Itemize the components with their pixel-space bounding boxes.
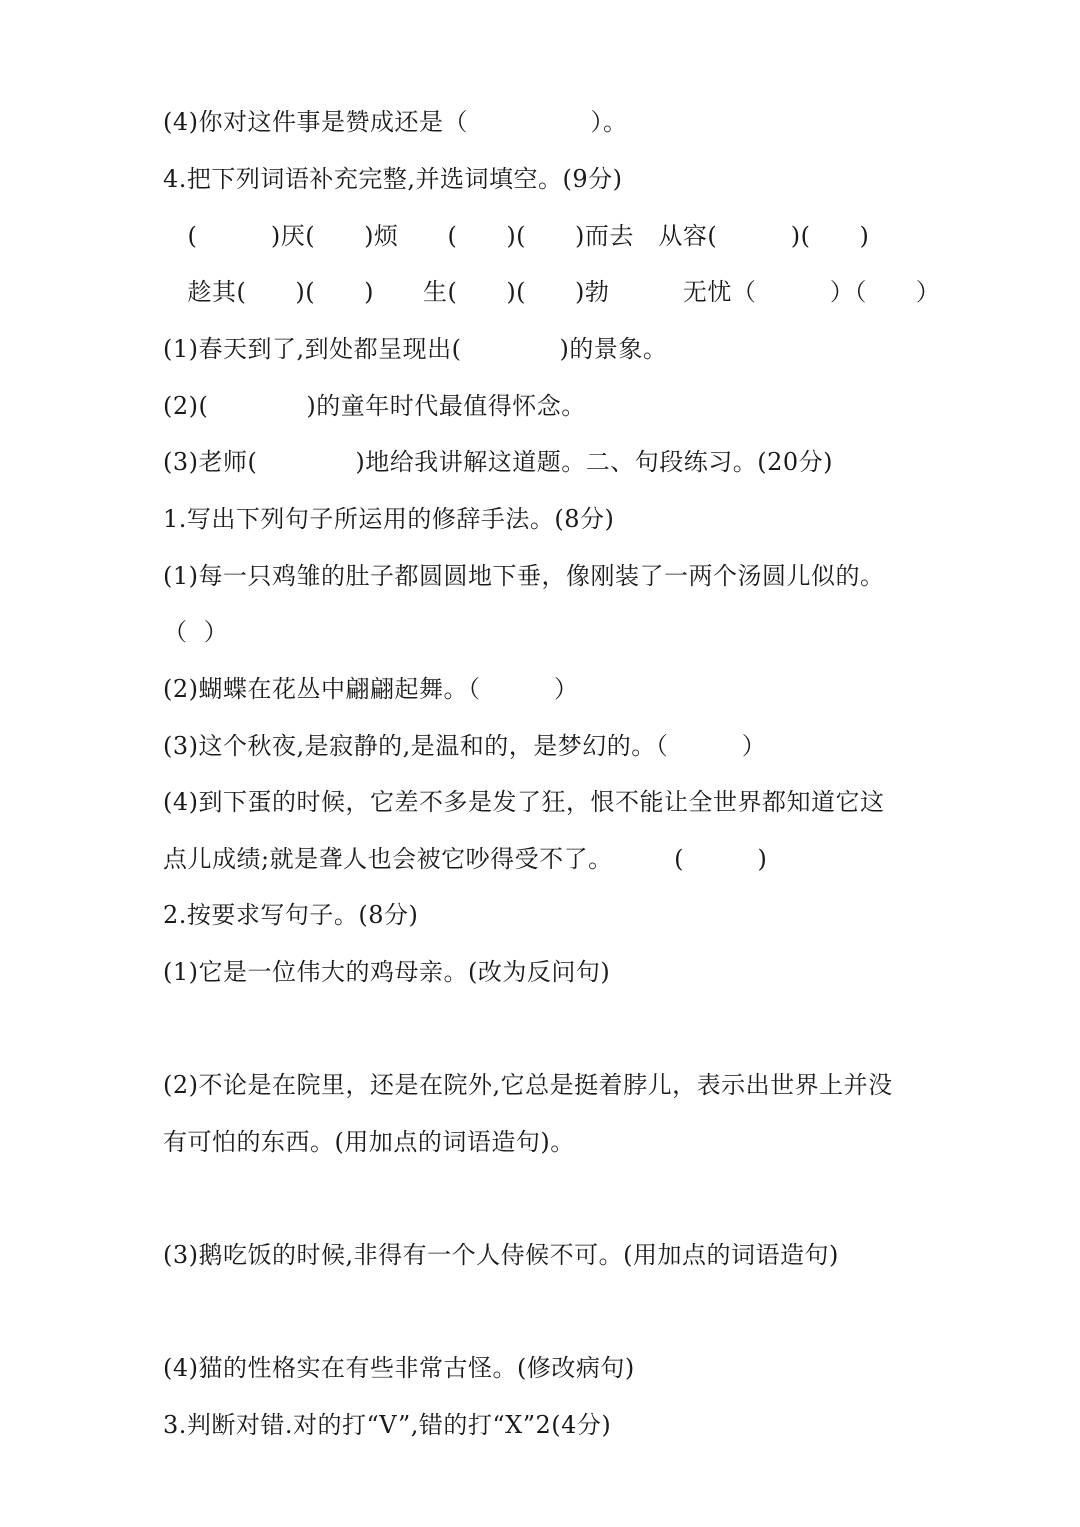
question-line: (4)猫的性格实在有些非常古怪。(修改病句): [163, 1354, 635, 1382]
question-line: (3)这个秋夜,是寂静的,是温和的，是梦幻的。（ ）: [163, 732, 767, 760]
question-line: (2)蝴蝶在花丛中翩翩起舞。（ ）: [163, 675, 579, 703]
word-blank-row: 趁其( )( ) 生( )( )勃 无忧（ ）（ ）: [163, 278, 941, 306]
question-line: (1)它是一位伟大的鸡母亲。(改为反问句): [163, 958, 611, 986]
section-heading: 2.按要求写句子。(8分): [163, 901, 419, 929]
question-line: (2)不论是在院里，还是在院外,它总是挺着脖儿，表示出世界上并没: [163, 1071, 893, 1099]
question-line: (2)( )的童年时代最值得怀念。: [163, 392, 586, 420]
section-heading: 3.判断对错.对的打“V”,错的打“X”2(4分): [163, 1411, 612, 1439]
section-heading: 4.把下列词语补充完整,并选词填空。(9分): [163, 165, 623, 193]
section-heading: 1.写出下列句子所运用的修辞手法。(8分): [163, 505, 615, 533]
word-blank-row: ( )厌( )烦 ( )( )而去 从容( )( ): [163, 222, 870, 250]
question-line: (1)每一只鸡雏的肚子都圆圆地下垂，像刚装了一两个汤圆儿似的。: [163, 562, 885, 590]
question-line: 点儿成绩;就是聋人也会被它吵得受不了。 ( ): [163, 845, 768, 873]
question-line: (3)老师( )地给我讲解这道题。二、句段练习。(20分): [163, 448, 833, 476]
question-line: (1)春天到了,到处都呈现出( )的景象。: [163, 335, 668, 363]
answer-blank: （ ）: [163, 618, 229, 646]
question-line: 有可怕的东西。(用加点的词语造句)。: [163, 1128, 575, 1156]
question-line: (3)鹅吃饭的时候,非得有一个人侍候不可。(用加点的词语造句): [163, 1241, 839, 1269]
question-line: (4)到下蛋的时候，它差不多是发了狂，恨不能让全世界都知道它这: [163, 788, 885, 816]
question-line: (4)你对这件事是赞成还是（ ）。: [163, 108, 628, 136]
